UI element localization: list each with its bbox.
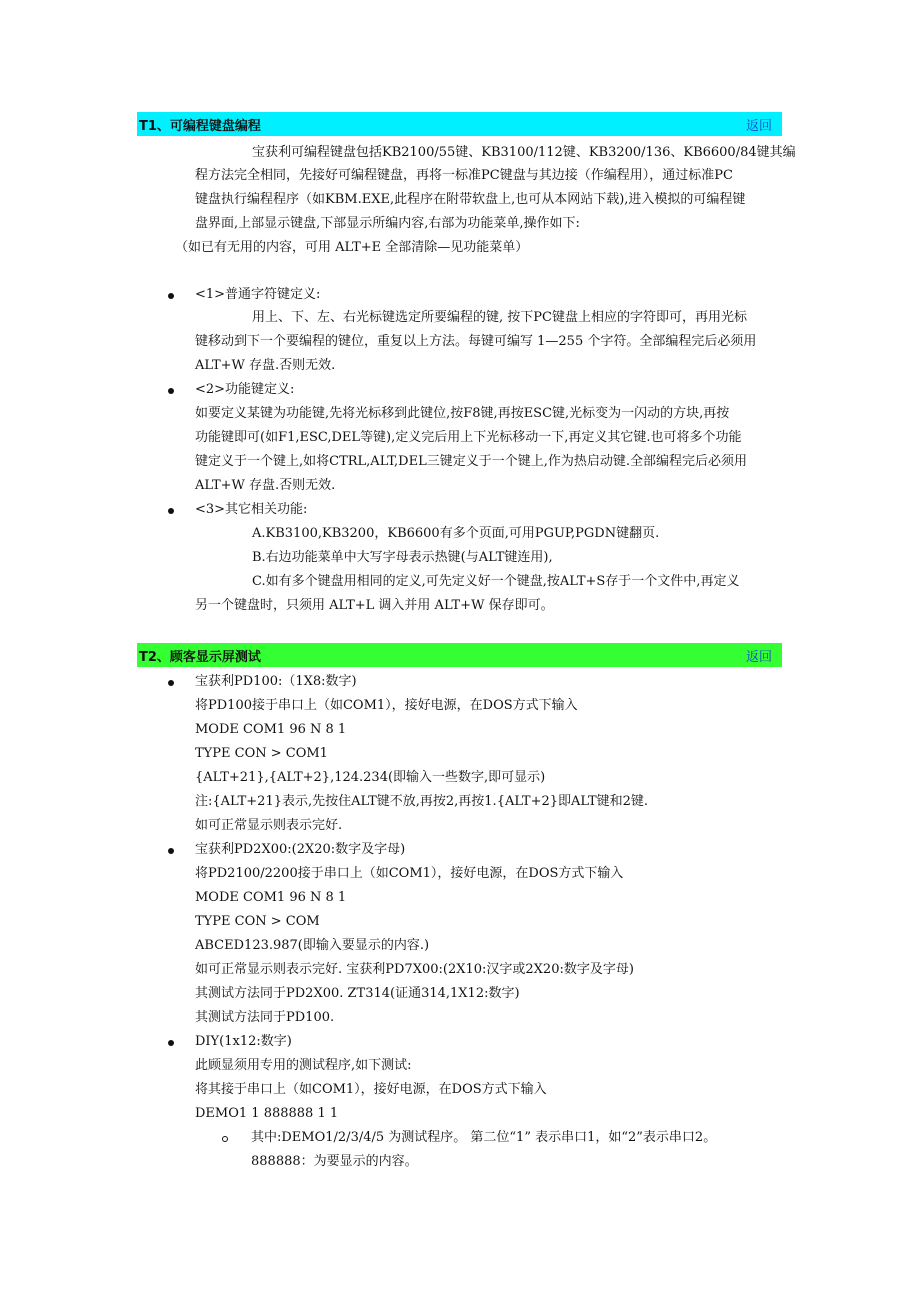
item-line: A.KB3100,KB3200，KB6600有多个页面,可用PGUP,PGDN键翻页. xyxy=(252,526,660,541)
bullet-icon xyxy=(168,293,174,299)
bullet-icon xyxy=(168,680,174,686)
item-line: DEMO1 1 888888 1 1 xyxy=(195,1106,339,1121)
intro-note: （如已有无用的内容，可用 ALT+E 全部清除—见功能菜单） xyxy=(175,240,529,255)
item-line: 将其接于串口上（如COM1），接好电源，在DOS方式下输入 xyxy=(195,1082,547,1097)
bullet-icon xyxy=(168,388,174,394)
sub-item-line: 888888：为要显示的内容。 xyxy=(251,1154,418,1169)
item-line: 键移动到下一个要编程的键位，重复以上方法。每键可编写 1—255 个字符。全部编程完后必须用 xyxy=(195,334,757,349)
item-line: 键定义于一个键上,如将CTRL,ALT,DEL三键定义于一个键上,作为热启动键.全部编程完后必须用 xyxy=(195,454,747,469)
section-header-t1 xyxy=(137,112,782,136)
item-label: 宝获利PD100:（1X8:数字) xyxy=(195,674,357,689)
back-link-t2[interactable]: 返回 xyxy=(745,649,772,665)
item-line: C.如有多个键盘用相同的定义,可先定义好一个键盘,按ALT+S存于一个文件中,再定义 xyxy=(252,574,740,589)
sub-item-line: 其中:DEMO1/2/3/4/5 为测试程序。 第二位“1” 表示串口1，如“2”表示串口2。 xyxy=(251,1130,717,1145)
intro-line: 程方法完全相同，先接好可编程键盘，再将一标准PC键盘与其边接（作编程用），通过标准PC xyxy=(195,168,733,183)
item-line: B.右边功能菜单中大写字母表示热键(与ALT键连用), xyxy=(252,550,553,565)
section-title-t1: T1、可编程键盘编程 xyxy=(139,118,261,134)
intro-line: 键盘执行编程程序（如KBM.EXE,此程序在附带软盘上,也可从本网站下载),进入模拟的可编程键 xyxy=(195,192,746,207)
item-line: 功能键即可(如F1,ESC,DEL等键),定义完后用上下光标移动一下,再定义其它键.也可将多个功能 xyxy=(195,430,742,445)
item-label: <1>普通字符键定义: xyxy=(195,287,321,302)
item-line: 用上、下、左、右光标键选定所要编程的键, 按下PC键盘上相应的字符即可，再用光标 xyxy=(252,310,747,325)
item-line: 此顾显须用专用的测试程序,如下测试: xyxy=(195,1058,412,1073)
item-line: MODE COM1 96 N 8 1 xyxy=(195,890,347,905)
item-label: DIY(1x12:数字) xyxy=(195,1034,292,1049)
intro-line: 盘界面,上部显示键盘,下部显示所编内容,右部为功能菜单,操作如下: xyxy=(195,216,580,231)
item-line: 将PD2100/2200接于串口上（如COM1），接好电源，在DOS方式下输入 xyxy=(195,866,624,881)
item-line: TYPE CON > COM xyxy=(195,914,320,929)
back-link-t1[interactable]: 返回 xyxy=(745,118,772,134)
item-line: {ALT+21},{ALT+2},124.234(即输入一些数字,即可显示) xyxy=(195,770,546,785)
item-line: 如可正常显示则表示完好. xyxy=(195,818,343,833)
circle-bullet-icon xyxy=(222,1136,228,1142)
item-line: TYPE CON > COM1 xyxy=(195,746,328,761)
item-line: 如可正常显示则表示完好. 宝获利PD7X00:(2X10:汉字或2X20:数字及字母) xyxy=(195,962,634,977)
item-label: <3>其它相关功能: xyxy=(195,502,308,517)
item-line: 如要定义某键为功能键,先将光标移到此键位,按F8键,再按ESC键,光标变为一闪动的方块,再按 xyxy=(195,406,730,421)
item-line: 将PD100接于串口上（如COM1），接好电源，在DOS方式下输入 xyxy=(195,698,578,713)
item-line: ALT+W 存盘.否则无效. xyxy=(195,358,336,373)
item-line: ABCED123.987(即输入要显示的内容.) xyxy=(195,938,430,953)
item-line: 其测试方法同于PD100. xyxy=(195,1010,335,1025)
item-line: 另一个键盘时，只须用 ALT+L 调入并用 ALT+W 保存即可。 xyxy=(195,598,554,613)
item-label: 宝获利PD2X00:(2X20:数字及字母) xyxy=(195,842,406,857)
intro-line: 宝获利可编程键盘包括KB2100/55键、KB3100/112键、KB3200/136、KB6600/84键其编 xyxy=(252,145,796,160)
item-line: 其测试方法同于PD2X00. ZT314(证通314,1X12:数字) xyxy=(195,986,520,1001)
bullet-icon xyxy=(168,508,174,514)
item-label: <2>功能键定义: xyxy=(195,382,295,397)
item-line: ALT+W 存盘.否则无效. xyxy=(195,478,336,493)
bullet-icon xyxy=(168,1040,174,1046)
section-title-t2: T2、顾客显示屏测试 xyxy=(139,649,261,665)
section-header-t2 xyxy=(137,643,782,667)
item-line: 注:{ALT+21}表示,先按住ALT键不放,再按2,再按1.{ALT+2}即ALT键和2键. xyxy=(195,794,649,809)
bullet-icon xyxy=(168,848,174,854)
item-line: MODE COM1 96 N 8 1 xyxy=(195,722,347,737)
